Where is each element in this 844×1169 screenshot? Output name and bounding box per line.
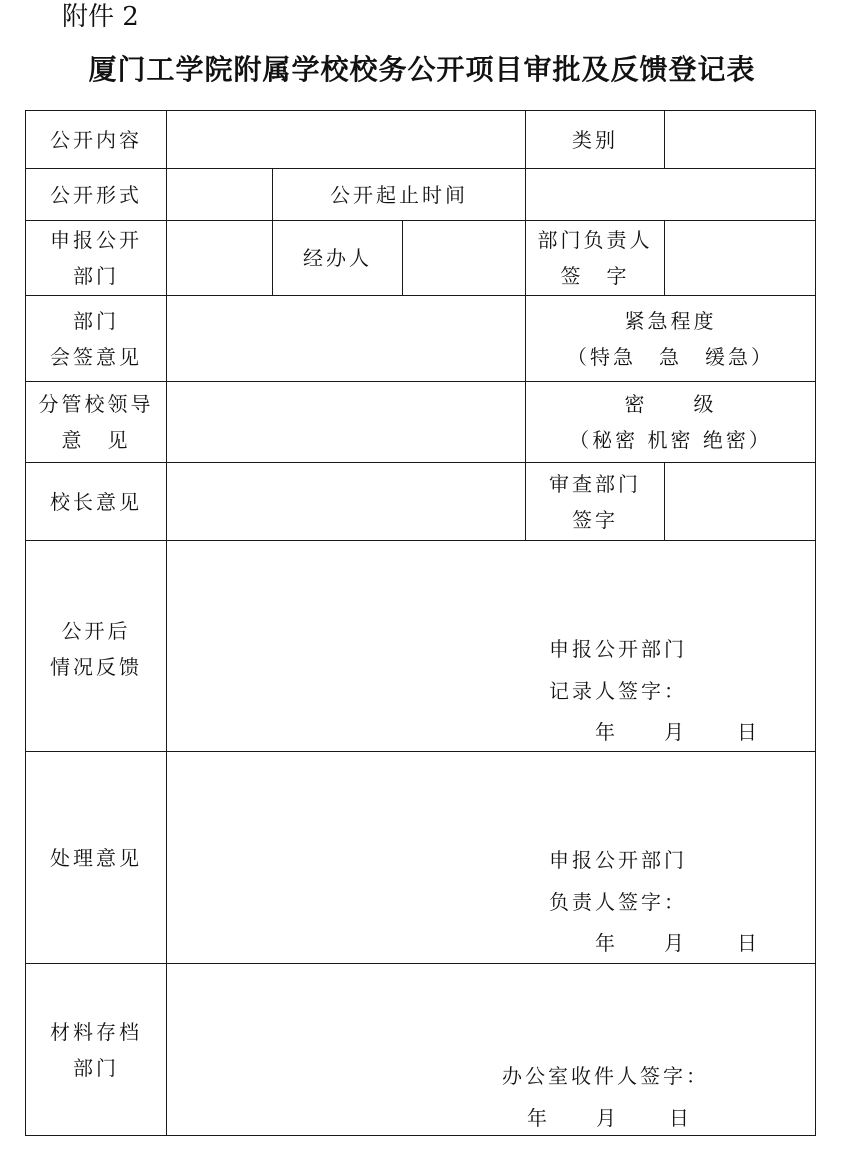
row-disclosure-content xyxy=(26,111,816,169)
date-month: 月 xyxy=(664,931,687,955)
urgency-label: 紧急程度 （特急 急 缓急） xyxy=(526,296,816,382)
feedback-field[interactable] xyxy=(167,541,816,752)
archive-label: 材料存档 部门 xyxy=(26,964,167,1136)
date-day: 日 xyxy=(737,931,760,955)
leader-opinion-label: 分管校领导 意 见 xyxy=(26,382,167,463)
row-feedback xyxy=(26,541,816,752)
disclosure-period-field[interactable] xyxy=(526,169,816,221)
disclosure-form-label: 公开形式 xyxy=(26,169,167,221)
disclosure-form-field[interactable] xyxy=(167,169,273,221)
date-year: 年 xyxy=(527,1106,550,1130)
principal-opinion-field[interactable] xyxy=(167,463,526,541)
processing-dept-text: 申报公开部门 xyxy=(549,848,687,872)
leader-opinion-field[interactable] xyxy=(167,382,526,463)
attachment-label: 附件 2 xyxy=(62,2,139,32)
form-title: 厦门工学院附属学校校务公开项目审批及反馈登记表 xyxy=(88,53,756,86)
category-label: 类别 xyxy=(526,111,665,169)
archive-field[interactable] xyxy=(167,964,816,1136)
dept-head-sign-field[interactable] xyxy=(665,221,816,296)
disclosure-content-label: 公开内容 xyxy=(26,111,167,169)
dept-countersign-field[interactable] xyxy=(167,296,526,382)
handler-field[interactable] xyxy=(403,221,526,296)
dept-countersign-label: 部门 会签意见 xyxy=(26,296,167,382)
handler-label: 经办人 xyxy=(273,221,403,296)
date-year: 年 xyxy=(595,720,618,744)
processing-label: 处理意见 xyxy=(26,752,167,964)
feedback-dept-text: 申报公开部门 xyxy=(549,637,687,661)
date-year: 年 xyxy=(595,931,618,955)
row-leader-opinion xyxy=(26,382,816,463)
date-month: 月 xyxy=(596,1106,619,1130)
row-applying-department xyxy=(26,221,816,296)
feedback-recorder-sign: 记录人签字： xyxy=(549,679,687,703)
row-principal-opinion xyxy=(26,463,816,541)
row-archive xyxy=(26,964,816,1136)
feedback-label: 公开后 情况反馈 xyxy=(26,541,167,752)
registration-form-table xyxy=(25,110,816,1136)
date-day: 日 xyxy=(669,1106,692,1130)
review-dept-sign-field[interactable] xyxy=(665,463,816,541)
disclosure-content-field[interactable] xyxy=(167,111,526,169)
archive-office-sign: 办公室收件人签字： xyxy=(502,1064,709,1088)
applying-department-field[interactable] xyxy=(167,221,273,296)
secrecy-level-label: 密 级 （秘密 机密 绝密） xyxy=(526,382,816,463)
row-disclosure-form xyxy=(26,169,816,221)
date-day: 日 xyxy=(737,720,760,744)
principal-opinion-label: 校长意见 xyxy=(26,463,167,541)
row-processing xyxy=(26,752,816,964)
processing-field[interactable] xyxy=(167,752,816,964)
dept-head-sign-label: 部门负责人 签 字 xyxy=(526,221,665,296)
processing-head-sign: 负责人签字： xyxy=(549,890,687,914)
review-dept-sign-label: 审查部门 签字 xyxy=(526,463,665,541)
row-dept-countersign xyxy=(26,296,816,382)
applying-department-label: 申报公开 部门 xyxy=(26,221,167,296)
date-month: 月 xyxy=(664,720,687,744)
disclosure-period-label: 公开起止时间 xyxy=(273,169,526,221)
category-field[interactable] xyxy=(665,111,816,169)
